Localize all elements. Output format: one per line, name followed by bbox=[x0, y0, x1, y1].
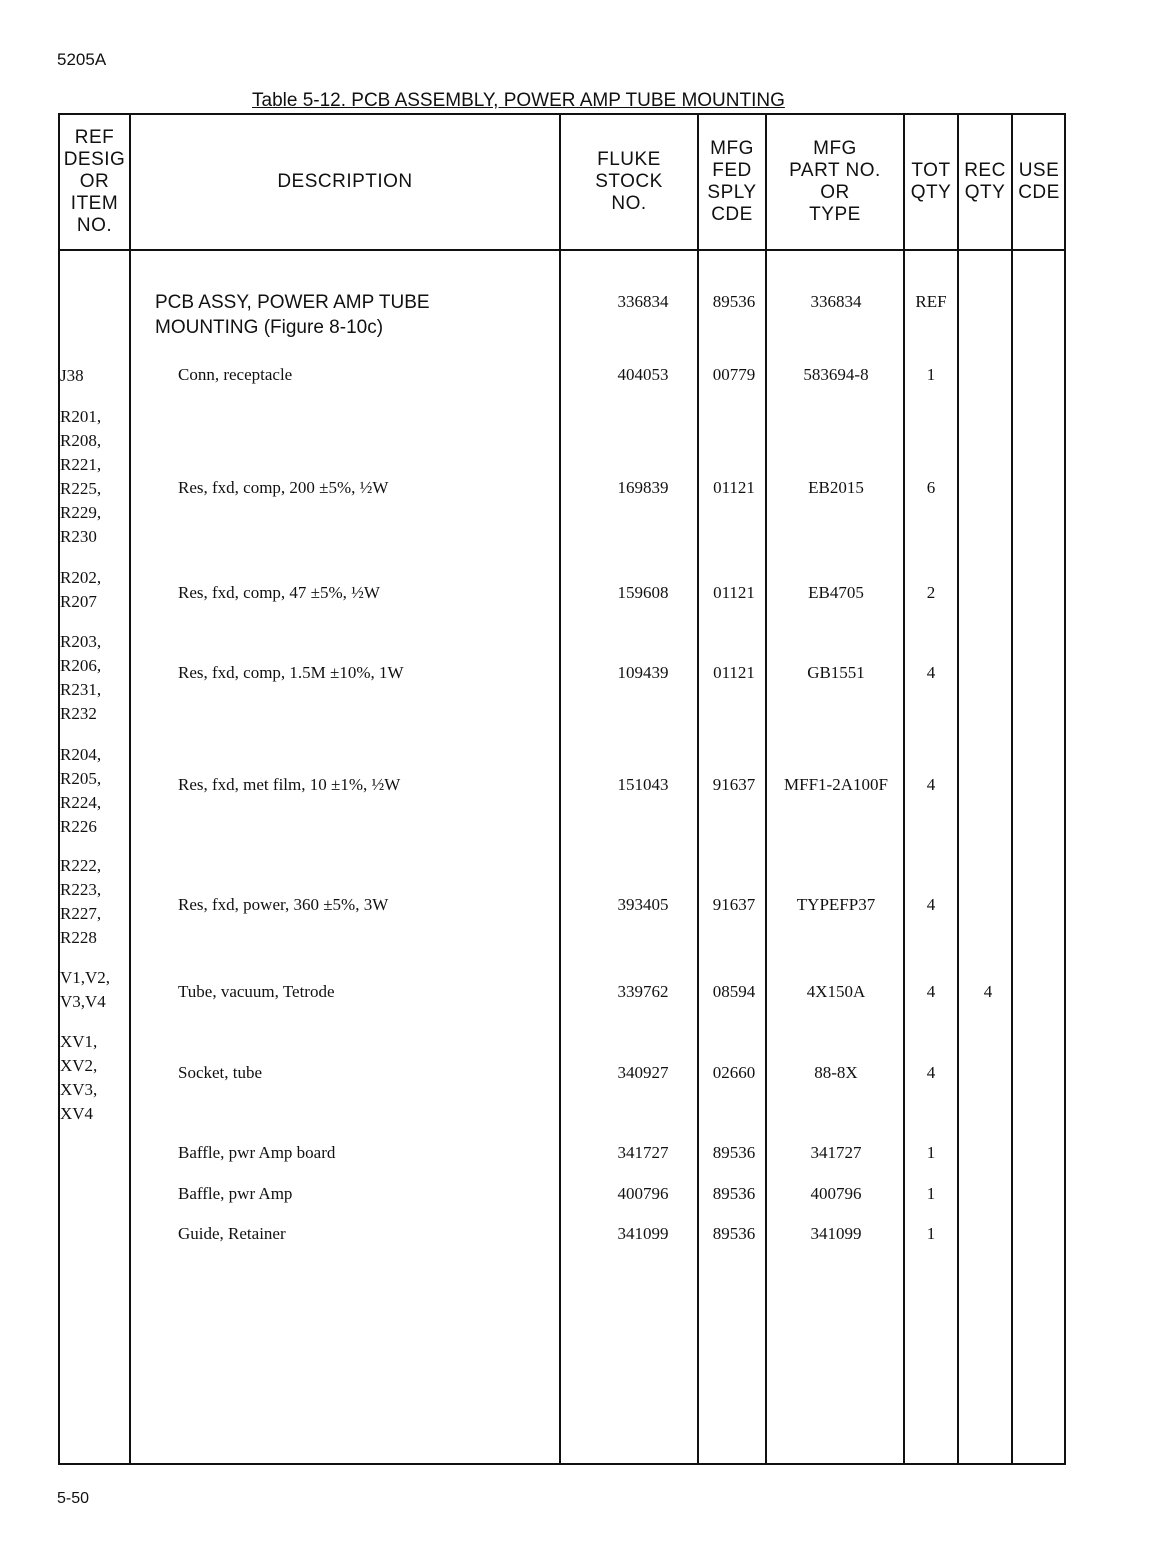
column-divider bbox=[1011, 113, 1013, 1465]
row-part: TYPEFP37 bbox=[796, 895, 876, 914]
row-rec-qty: 4 bbox=[983, 982, 993, 1001]
header-tot-qty: TOT QTY bbox=[910, 160, 952, 203]
row-tot-qty: REF bbox=[915, 292, 947, 311]
row-mfg: 01121 bbox=[713, 478, 755, 497]
row-tot-qty: 4 bbox=[926, 1063, 936, 1082]
row-part: 341099 bbox=[810, 1224, 862, 1243]
row-mfg: 02660 bbox=[712, 1063, 756, 1082]
row-mfg: 08594 bbox=[712, 982, 756, 1001]
row-ref: R203, R206, R231, R232 bbox=[60, 632, 102, 723]
column-divider bbox=[957, 113, 959, 1465]
header-fluke-stock: FLUKE STOCK NO. bbox=[595, 149, 663, 214]
row-ref: R202, R207 bbox=[60, 568, 102, 611]
row-part: 88-8X bbox=[814, 1063, 858, 1082]
row-part: 336834 bbox=[810, 292, 862, 311]
row-mfg: 91637 bbox=[712, 895, 756, 914]
row-description: Guide, Retainer bbox=[178, 1224, 286, 1243]
row-tot-qty: 1 bbox=[926, 1224, 936, 1243]
row-part: 4X150A bbox=[806, 982, 866, 1001]
row-stock: 151043 bbox=[617, 775, 669, 794]
column-divider bbox=[129, 113, 131, 1465]
row-part: 583694-8 bbox=[803, 365, 869, 384]
row-description: Res, fxd, comp, 47 ±5%, ½W bbox=[178, 583, 380, 602]
row-description: Res, fxd, comp, 200 ±5%, ½W bbox=[178, 478, 389, 497]
row-mfg: 89536 bbox=[712, 1224, 756, 1243]
header-description: DESCRIPTION bbox=[277, 171, 413, 192]
row-ref: V1,V2, V3,V4 bbox=[60, 968, 111, 1011]
row-tot-qty: 1 bbox=[926, 1143, 936, 1162]
row-ref: XV1, XV2, XV3, XV4 bbox=[60, 1032, 98, 1123]
row-mfg: 89536 bbox=[712, 292, 756, 311]
row-description: Res, fxd, comp, 1.5M ±10%, 1W bbox=[178, 663, 404, 682]
row-stock: 336834 bbox=[617, 292, 669, 311]
row-description: Res, fxd, power, 360 ±5%, 3W bbox=[178, 895, 389, 914]
row-part: 400796 bbox=[810, 1184, 862, 1203]
row-tot-qty: 6 bbox=[926, 478, 936, 497]
row-stock: 169839 bbox=[617, 478, 669, 497]
row-description: Baffle, pwr Amp bbox=[178, 1184, 293, 1203]
row-description: Conn, receptacle bbox=[178, 365, 293, 384]
row-stock: 109439 bbox=[617, 663, 669, 682]
row-part: EB2015 bbox=[808, 478, 864, 497]
row-tot-qty: 1 bbox=[926, 1184, 936, 1203]
row-tot-qty: 1 bbox=[926, 365, 936, 384]
row-stock: 404053 bbox=[617, 365, 669, 384]
header-use-cde: USE CDE bbox=[1018, 160, 1060, 203]
row-ref: R222, R223, R227, R228 bbox=[60, 856, 102, 947]
row-description: Socket, tube bbox=[178, 1063, 263, 1082]
model-label: 5205A bbox=[57, 50, 107, 69]
row-ref: R201, R208, R221, R225, R229, R230 bbox=[60, 407, 102, 546]
row-part: EB4705 bbox=[808, 583, 864, 602]
row-mfg: 89536 bbox=[712, 1143, 756, 1162]
header-mfg-part: MFG PART NO. OR TYPE bbox=[789, 138, 881, 225]
row-stock: 159608 bbox=[617, 583, 669, 602]
row-stock: 341099 bbox=[617, 1224, 669, 1243]
row-stock: 340927 bbox=[617, 1063, 669, 1082]
row-tot-qty: 4 bbox=[926, 775, 936, 794]
page-number: 5-50 bbox=[57, 1490, 90, 1507]
row-ref: J38 bbox=[60, 366, 84, 385]
row-tot-qty: 2 bbox=[926, 583, 936, 602]
row-mfg: 01121 bbox=[713, 583, 755, 602]
row-tot-qty: 4 bbox=[926, 663, 936, 682]
row-stock: 339762 bbox=[617, 982, 669, 1001]
row-mfg: 01121 bbox=[713, 663, 755, 682]
row-part: GB1551 bbox=[807, 663, 865, 682]
row-part: 341727 bbox=[810, 1143, 862, 1162]
row-tot-qty: 4 bbox=[926, 982, 936, 1001]
row-stock: 341727 bbox=[617, 1143, 669, 1162]
row-description: PCB ASSY, POWER AMP TUBE MOUNTING (Figure 8-10c) bbox=[155, 292, 430, 338]
header-ref-desig: REF DESIG OR ITEM NO. bbox=[63, 127, 126, 236]
header-rec-qty: REC QTY bbox=[964, 160, 1006, 203]
row-ref: R204, R205, R224, R226 bbox=[60, 745, 102, 836]
row-stock: 393405 bbox=[617, 895, 669, 914]
row-stock: 400796 bbox=[617, 1184, 669, 1203]
table-title-text: Table 5-12. PCB ASSEMBLY, POWER AMP TUBE MOUNTING bbox=[252, 90, 785, 111]
row-mfg: 91637 bbox=[712, 775, 756, 794]
table-title bbox=[252, 90, 785, 112]
row-tot-qty: 4 bbox=[926, 895, 936, 914]
row-mfg: 00779 bbox=[712, 365, 756, 384]
header-divider bbox=[58, 249, 1066, 251]
row-description: Baffle, pwr Amp board bbox=[178, 1143, 336, 1162]
row-mfg: 89536 bbox=[712, 1184, 756, 1203]
header-mfg-code: MFG FED SPLY CDE bbox=[707, 138, 757, 225]
row-description: Tube, vacuum, Tetrode bbox=[178, 982, 335, 1001]
row-part: MFF1-2A100F bbox=[784, 775, 888, 794]
row-description: Res, fxd, met film, 10 ±1%, ½W bbox=[178, 775, 401, 794]
